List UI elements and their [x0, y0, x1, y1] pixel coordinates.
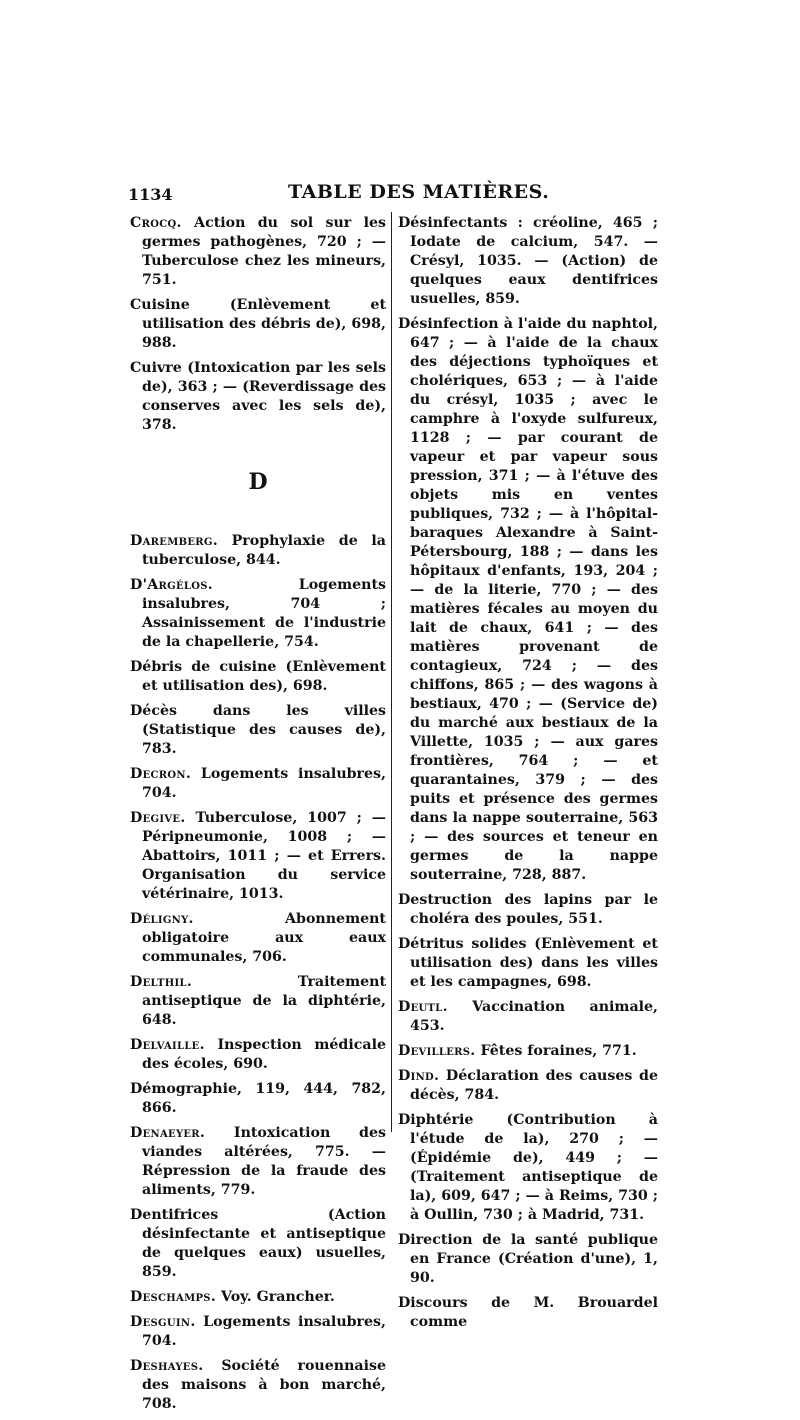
entry-text: Débris de cuisine (Enlèvement et utilisation des), 698.: [130, 659, 386, 694]
index-entry: [398, 998, 658, 1036]
index-entry: [130, 532, 386, 570]
entry-text: Logements insalubres, 704 ; Assainissement de l'industrie de la chapellerie, 754.: [142, 577, 386, 650]
entry-text: Société rouennaise des maisons à bon marché, 708.: [142, 1358, 386, 1412]
entry-text: Vaccination animale, 453.: [410, 999, 658, 1034]
entry-author: Denaeyer.: [130, 1125, 206, 1141]
index-entry: [130, 1036, 386, 1074]
index-entry: [130, 1357, 386, 1414]
index-entry: [130, 702, 386, 759]
index-entry: [130, 658, 386, 696]
entry-text: Diphtérie (Contribution à l'étude de la), 270 ; — (Épidémie de), 449 ; — (Traitement antiseptique de la), 609, 647 ; — à Reims, 730 ; à Oullin, 730 ; à Madrid, 731.: [398, 1112, 658, 1223]
index-entry: [130, 359, 386, 435]
entry-author: Dind.: [398, 1068, 440, 1084]
index-entry: [398, 1067, 658, 1105]
entry-text: Direction de la santé publique en France (Création d'une), 1, 90.: [398, 1232, 658, 1286]
index-entry: [398, 1111, 658, 1225]
index-entry: [130, 765, 386, 803]
entry-text: Inspection médicale des écoles, 690.: [142, 1037, 386, 1072]
index-entry: [130, 973, 386, 1030]
index-entry: [130, 1080, 386, 1118]
index-entry: [398, 1294, 658, 1332]
index-entry: [398, 214, 658, 309]
entry-author: Deshayes.: [130, 1358, 204, 1374]
entries-c: [130, 214, 386, 435]
index-entry: [398, 891, 658, 929]
entry-author: Devillers.: [398, 1043, 476, 1059]
entry-text: Cuivre (Intoxication par les sels de), 363 ; — (Reverdissage des conserves avec les sels de), 378.: [130, 360, 386, 433]
entry-author: Degive.: [130, 810, 186, 826]
index-entry: [398, 315, 658, 885]
entry-text: Abonnement obligatoire aux eaux communales, 706.: [142, 911, 386, 965]
index-entry: [398, 1042, 658, 1061]
entry-text: Déclaration des causes de décès, 784.: [410, 1068, 658, 1103]
left-column: [130, 214, 386, 1420]
right-column: [398, 214, 658, 1338]
index-entry: [130, 809, 386, 904]
entry-text: Intoxication des viandes altérées, 775. — Répression de la fraude des aliments, 779.: [142, 1125, 386, 1198]
entry-author: Decron.: [130, 766, 192, 782]
entry-text: Traitement antiseptique de la diphtérie, 648.: [142, 974, 386, 1028]
entry-text: Logements insalubres, 704.: [142, 1314, 386, 1349]
entry-text: Fêtes foraines, 771.: [475, 1043, 637, 1059]
index-entry: [130, 1288, 386, 1307]
entry-author: Daremberg.: [130, 533, 218, 549]
entries-d: [130, 532, 386, 1414]
entry-text: Cuisine (Enlèvement et utilisation des débris de), 698, 988.: [130, 297, 386, 351]
entry-author: Crocq.: [130, 215, 182, 231]
section-letter: D: [248, 469, 268, 495]
entry-author: D'Argélos.: [130, 577, 214, 593]
entry-text: Détritus solides (Enlèvement et utilisation des) dans les villes et les campagnes, 698.: [398, 936, 658, 990]
index-entry: [130, 214, 386, 290]
entry-text: Logements insalubres, 704.: [142, 766, 386, 801]
index-entry: [130, 296, 386, 353]
index-entry: [130, 1206, 386, 1282]
entry-text: Dentifrices (Action désinfectante et antiseptique de quelques eaux) usuelles, 859.: [130, 1207, 386, 1280]
page-title: TABLE DES MATIÈRES.: [288, 181, 550, 203]
entry-author: Delthil.: [130, 974, 193, 990]
entry-text: Voy. Grancher.: [216, 1289, 335, 1305]
entry-text: Destruction des lapins par le choléra des poules, 551.: [398, 892, 658, 927]
entry-text: Désinfectants : créoline, 465 ; Iodate de calcium, 547. — Crésyl, 1035. — (Action) de quelques eaux dentifrices usuelles, 859.: [398, 215, 658, 307]
entry-text: Action du sol sur les germes pathogènes, 720 ; — Tuberculose chez les mineurs, 751.: [142, 215, 386, 288]
index-entry: [130, 1313, 386, 1351]
entry-author: Deschamps.: [130, 1289, 217, 1305]
page-number: 1134: [128, 185, 173, 204]
index-entry: [130, 576, 386, 652]
column-divider: [391, 212, 392, 1132]
entry-author: Deutl.: [398, 999, 448, 1015]
page-header: [128, 181, 668, 211]
entry-author: Delvaille.: [130, 1037, 205, 1053]
entry-text: Tuberculose, 1007 ; — Péripneumonie, 1008 ; — Abattoirs, 1011 ; — et Errers. Organisation du service vétérinaire, 1013.: [142, 810, 386, 902]
entry-text: Prophylaxie de la tuberculose, 844.: [142, 533, 386, 568]
index-entry: [130, 1124, 386, 1200]
entry-author: Desguin.: [130, 1314, 196, 1330]
entry-text: Désinfection à l'aide du naphtol, 647 ; — à l'aide de la chaux des déjections typhoïques et cholériques, 653 ; — à l'aide du crésyl, 1035 ; avec le camphre à l'oxyde sulfureux, 1128 ; — par courant de vapeur et par vapeur sous pression, 371 ; — à l'étuve des objets mis en ventes publiques, 732 ; — à l'hôpital-baraques Alexandre à Saint-Pétersbourg, 188 ; — dans les hôpitaux d'enfants, 193, 204 ; — de la literie, 770 ; — des matières fécales au moyen du lait de chaux, 641 ; — des matières provenant de contagieux, 724 ; — des chiffons, 865 ; — des wagons à bestiaux, 470 ; — (Service de) du marché aux bestiaux de la Villette, 1035 ; — aux gares frontières, 764 ; — et quarantaines, 379 ; — des puits et présence des germes dans la nappe souterraine, 563 ; — des sources et teneur en germes de la nappe souterraine, 728, 887.: [398, 316, 658, 883]
index-entry: [398, 1231, 658, 1288]
entry-text: Discours de M. Brouardel comme: [398, 1295, 658, 1330]
index-entry: [130, 910, 386, 967]
entry-text: Décès dans les villes (Statistique des causes de), 783.: [130, 703, 386, 757]
index-entry: [398, 935, 658, 992]
entry-text: Démographie, 119, 444, 782, 866.: [130, 1081, 386, 1116]
entry-author: Déligny.: [130, 911, 194, 927]
